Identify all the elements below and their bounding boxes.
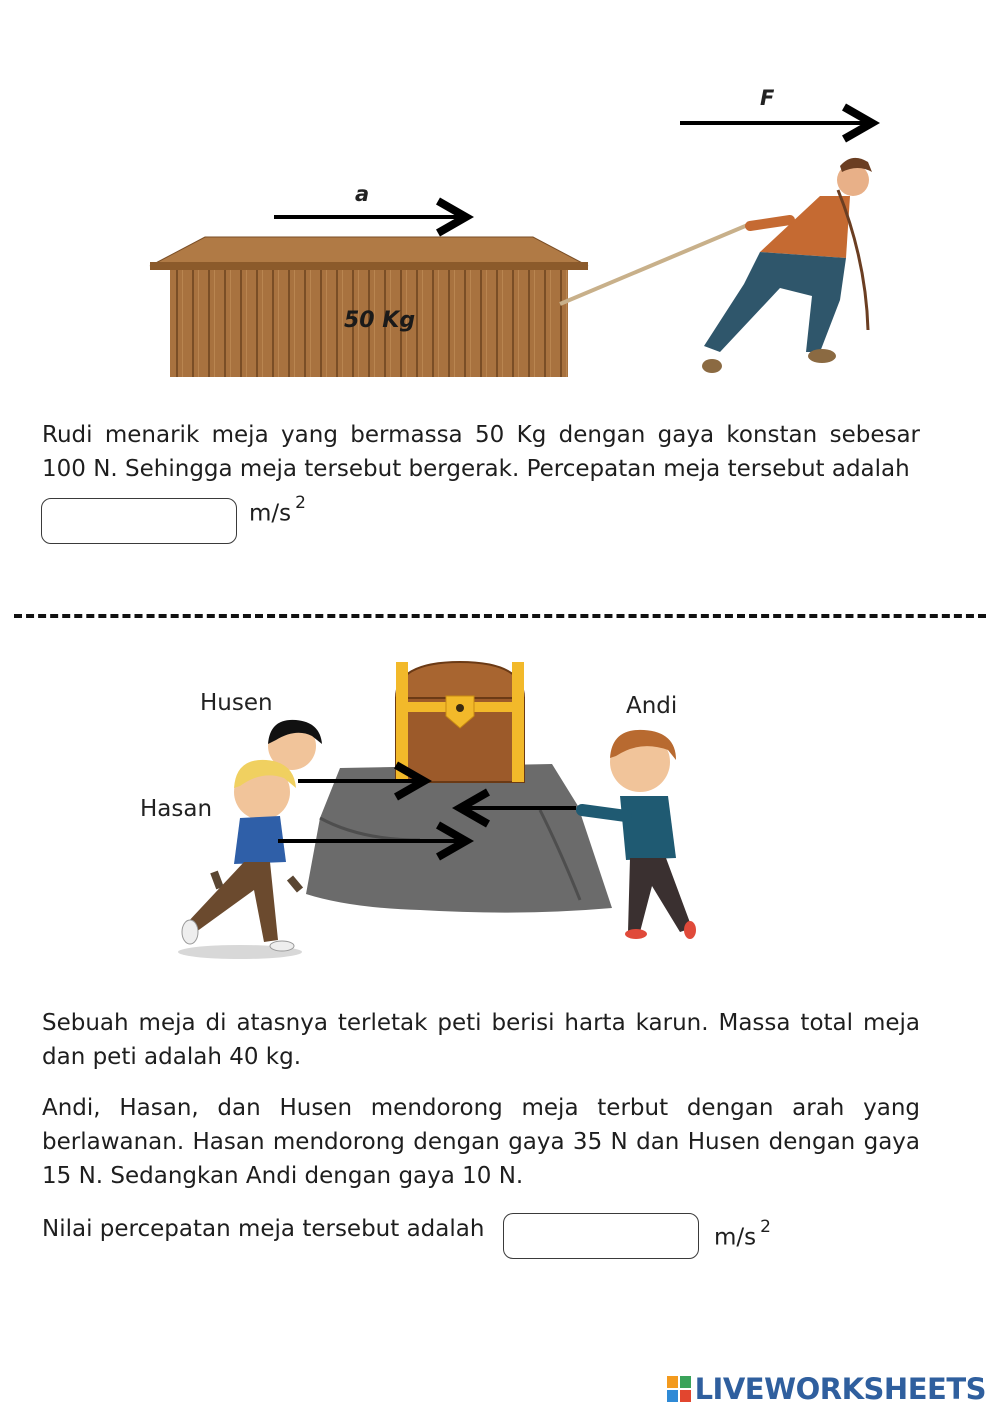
acceleration-label: a bbox=[355, 182, 370, 206]
problem2-answer-input[interactable] bbox=[503, 1213, 699, 1259]
force-label: F bbox=[760, 86, 775, 110]
problem1-unit bbox=[249, 493, 306, 527]
problem2-text-1: Sebuah meja di atasnya terletak peti berisi harta karun. Massa total meja dan peti adalah 40 kg. bbox=[42, 1010, 920, 1070]
unit-exponent: 2 bbox=[760, 1217, 771, 1237]
liveworksheets-logo[interactable] bbox=[667, 1372, 986, 1406]
hasan-figure bbox=[182, 760, 296, 951]
problem2-question: Nilai percepatan meja tersebut adalah bbox=[42, 1216, 485, 1242]
rope bbox=[560, 224, 750, 304]
problem1-text: Rudi menarik meja yang bermassa 50 Kg dengan gaya konstan sebesar 100 N. Sehingga meja tersebut bergerak. Percepatan meja tersebut adalah bbox=[42, 422, 920, 482]
problem2-illustration bbox=[0, 640, 1000, 970]
problem1-illustration bbox=[0, 0, 1000, 400]
husen-label: Husen bbox=[200, 690, 273, 716]
treasure-chest bbox=[396, 662, 524, 782]
brand-name: LIVEWORKSHEETS bbox=[694, 1372, 986, 1406]
unit-exponent: 2 bbox=[295, 493, 306, 513]
unit-text: m/s bbox=[249, 500, 292, 527]
problem2-unit bbox=[714, 1217, 771, 1251]
unit-text: m/s bbox=[714, 1224, 757, 1251]
problem2-text-2: Andi, Hasan, dan Husen mendorong meja terbut dengan arah yang berlawanan. Hasan mendorong dengan gaya 35 N dan Husen dengan gaya 15 N. Sedangkan Andi dengan gaya 10 N. bbox=[42, 1095, 920, 1189]
problem1-scene bbox=[0, 0, 1000, 400]
mass-label: 50 Kg bbox=[344, 308, 416, 333]
problem1-answer-input[interactable] bbox=[41, 498, 237, 544]
andi-label: Andi bbox=[626, 693, 678, 719]
dashed-divider bbox=[14, 614, 986, 618]
hasan-label: Hasan bbox=[140, 796, 213, 822]
wooden-table bbox=[150, 237, 588, 377]
man-pulling bbox=[702, 158, 872, 373]
cloth-table bbox=[306, 764, 612, 913]
liveworksheets-icon bbox=[667, 1376, 691, 1402]
